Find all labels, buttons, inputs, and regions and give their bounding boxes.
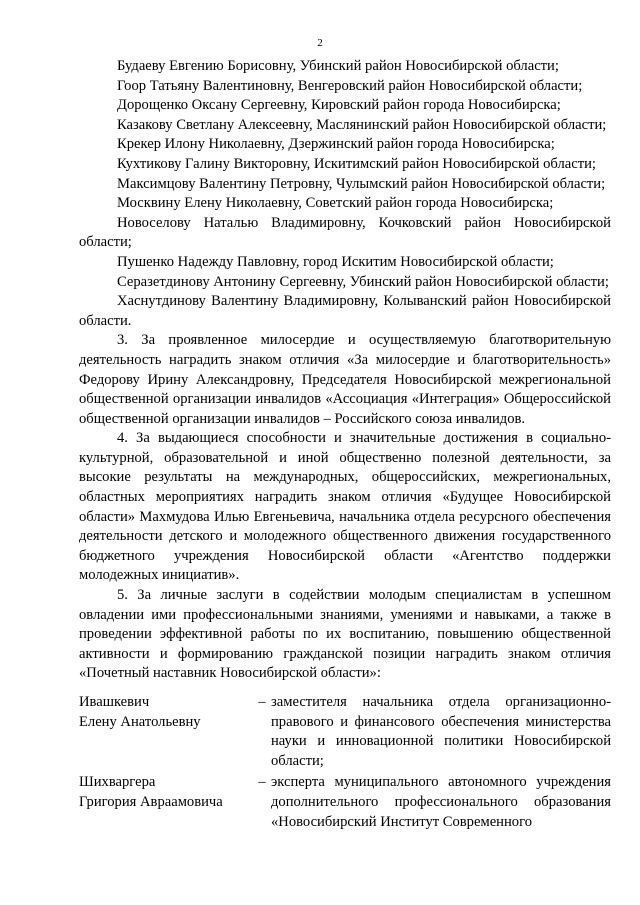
awardee-name — [79, 693, 249, 732]
list-item: Серазетдинову Антонину Сергеевну, Убинский район Новосибирской области; — [117, 273, 609, 290]
dash-separator: – — [258, 694, 266, 710]
list-item: Гоор Татьяну Валентиновну, Венгеровский район Новосибирской области; — [117, 77, 583, 94]
awardee-given-name: Григория Авраамовича — [79, 793, 223, 810]
paragraph-5: 5. За личные заслуги в содействии молодым специалистам в успешном овладении ими профессиональными знаниями, умениями и навыками, а также в проведении эффективной работы по их воспитанию, повышению общественной активности и формированию гражданской позиции наградить знаком отличия «Почетный наставник Новосибирской области»: — [79, 587, 611, 682]
list-item: Пушенко Надежду Павловну, город Искитим Новосибирской области; — [117, 253, 554, 270]
document-body — [79, 57, 611, 834]
awardee-row — [79, 773, 611, 832]
paragraph-4: 4. За выдающиеся способности и значительные достижения в социально-культурной, образовательной и иной общественно полезной деятельности, за высокие результаты на международных, общероссийских, межрегиональных, областных мероприятиях наградить знаком отличия «Будущее Новосибирской области» Махмудова Илью Евгеньевича, начальника отдела ресурсного обеспечения деятельности детского и молодежного общественного движения государственного бюджетного учреждения Новосибирской области «Агентство поддержки молодежных инициатив». — [79, 430, 611, 584]
list-item: Новоселову Наталью Владимировну, Кочковский район Новосибирской области; — [79, 214, 611, 251]
list-item: Кухтикову Галину Викторовну, Искитимский район Новосибирской области; — [117, 155, 596, 172]
page-number: 2 — [317, 37, 323, 49]
list-item: Максимцову Валентину Петровну, Чулымский район Новосибирской области; — [117, 175, 606, 192]
dash-separator: – — [258, 774, 266, 791]
paragraph-3: 3. За проявленное милосердие и осуществляемую благотворительную деятельность наградить знаком отличия «За милосердие и благотворительность» Федорову Ирину Александровну, Председателя Новосибирской межрегиональной общественной организации инвалидов «Ассоциация «Интеграция» Общероссийской общественной организации инвалидов – Российского союза инвалидов. — [79, 332, 611, 427]
awardee-surname: Ивашкевич — [79, 694, 150, 710]
awardee-row — [79, 693, 611, 771]
list-item: Дорощенко Оксану Сергеевну, Кировский район города Новосибирска; — [117, 97, 561, 114]
awardee-name — [79, 773, 249, 812]
list-item: Будаеву Евгению Борисовну, Убинский район Новосибирской области; — [117, 58, 559, 74]
awardee-description: заместителя начальника отдела организационно-правового и финансового обеспечения министерства науки и инновационной политики Новосибирской области; — [271, 694, 611, 769]
list-item: Хаснутдинову Валентину Владимировну, Колыванский район Новосибирской области. — [79, 293, 611, 329]
list-item: Москвину Елену Николаевну, Советский район города Новосибирска; — [117, 195, 554, 212]
awardee-given-name: Елену Анатольевну — [79, 713, 201, 730]
awardee-description: эксперта муниципального автономного учреждения дополнительного профессионального образования «Новосибирский Институт Современного — [271, 774, 611, 830]
awardee-table — [79, 693, 611, 832]
awardee-surname: Шихваргера — [79, 774, 156, 791]
list-item: Казакову Светлану Алексеевну, Маслянинский район Новосибирской области; — [117, 116, 607, 133]
recipient-list — [79, 57, 611, 331]
list-item: Крекер Илону Николаевну, Дзержинский район города Новосибирска; — [117, 136, 555, 153]
